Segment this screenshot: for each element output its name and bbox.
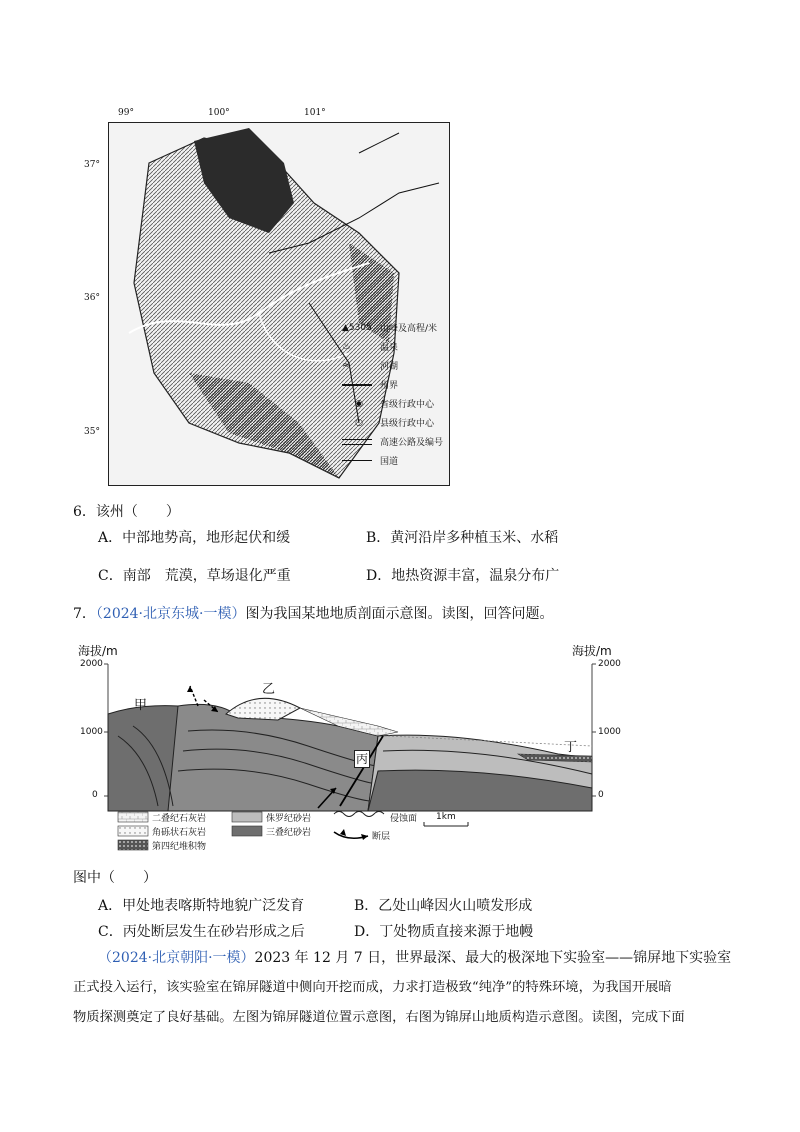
q6-option-d[interactable]: D．地热资源丰富，温泉分布广 <box>366 568 560 584</box>
q8-line-2: 正式投入运行，该实验室在锦屏隧道中侧向开挖而成，力求打造极致“纯净”的特殊环境，为我国开展暗 <box>73 980 672 995</box>
legend-row-lake: ≈ 河湖 <box>342 360 399 372</box>
map-tick-top-100: 100° <box>208 108 230 118</box>
legend-row-peak: ▲5305 山峰及高程/米 <box>342 322 438 334</box>
left-axis-label: 海拔/m <box>78 644 118 658</box>
q8-source[interactable]: （2024·北京朝阳·一模） <box>98 950 255 966</box>
q8-line-1 <box>98 948 731 968</box>
map-tick-top-101: 101° <box>304 108 326 118</box>
legend-scale: 1km <box>436 812 456 822</box>
label-yi: 乙 <box>262 682 276 697</box>
legend-fault: 断层 <box>372 832 391 842</box>
q6-option-a[interactable]: A．中部地势高，地形起伏和缓 <box>98 530 291 546</box>
left-tick-1000: 1000 <box>80 727 103 737</box>
legend-jurassic: 侏罗纪砂岩 <box>266 814 312 824</box>
q8-text-1: 2023 年 12 月 7 日，世界最深、最大的极深地下实验室——锦屏地下实验室 <box>254 950 732 966</box>
legend-row-hot-spring: ♨ 温泉 <box>342 341 399 353</box>
right-axis-label: 海拔/m <box>572 644 612 658</box>
county-seat-icon: ○ <box>355 417 363 428</box>
legend-row-province-capital: ◉ 省级行政中心 <box>342 394 452 413</box>
right-tick-1000: 1000 <box>598 727 621 737</box>
q7-option-d[interactable]: D．丁处物质直接来源于地幔 <box>354 924 534 940</box>
expressway-icon <box>342 439 372 445</box>
legend-breccia: 角砾状石灰岩 <box>152 828 207 838</box>
breccia-hill <box>226 698 300 720</box>
q6-option-b[interactable]: B．黄河沿岸多种植玉米、水稻 <box>366 530 559 546</box>
q6-option-c[interactable]: C．南部 荒漠，草场退化严重 <box>98 568 291 584</box>
road-3 <box>359 133 399 153</box>
q7-option-b[interactable]: B．乙处山峰因火山喷发形成 <box>354 898 533 914</box>
q7-number: 7． <box>73 606 96 622</box>
q7-option-c[interactable]: C．丙处断层发生在砂岩形成之后 <box>98 924 305 940</box>
q7-text: 图为我国某地地质剖面示意图。读图，回答问题。 <box>245 606 554 622</box>
left-tick-2000: 2000 <box>80 659 103 669</box>
legend-row-county-seat: ○ 县级行政中心 <box>342 413 452 432</box>
map-tick-left-36: 36° <box>84 293 100 303</box>
left-tick-0: 0 <box>92 790 98 800</box>
label-jia: 甲 <box>134 698 148 713</box>
map-tick-left-37: 37° <box>84 160 100 170</box>
state-border-icon <box>342 384 372 386</box>
lake-icon: ≈ <box>342 360 351 371</box>
q8-line-3: 物质探测奠定了良好基础。左图为锦屏隧道位置示意图，右图为锦屏山地质构造示意图。读图，完成下面 <box>73 1010 685 1025</box>
legend-permian: 二叠纪石灰岩 <box>152 814 207 824</box>
label-ding: 丁 <box>564 740 578 755</box>
peak-icon: ▲5305 <box>342 322 372 333</box>
q6-stem: 6．该州（ ） <box>73 504 180 520</box>
q7-option-a[interactable]: A．甲处地表喀斯特地貌广泛发育 <box>98 898 305 914</box>
map-tick-top-99: 99° <box>118 108 134 118</box>
province-capital-icon: ◉ <box>355 398 363 409</box>
map-legend <box>342 318 452 470</box>
legend-row-expressway: 高速公路及编号 <box>342 432 452 451</box>
legend-quaternary: 第四纪堆积物 <box>152 842 207 852</box>
legend-row-state-border: 州界 <box>342 375 452 394</box>
right-tick-2000: 2000 <box>598 659 621 669</box>
legend-erosion: 侵蚀面 <box>390 814 418 824</box>
label-bing: 丙 <box>356 752 369 766</box>
q7-stem: 图中（ ） <box>73 870 157 886</box>
right-tick-0: 0 <box>598 790 604 800</box>
national-road-icon <box>342 460 372 461</box>
q7-source[interactable]: （2024·北京东城·一模） <box>95 606 246 622</box>
hot-spring-icon: ♨ <box>342 341 351 352</box>
legend-row-national-road: 国道 <box>342 451 452 470</box>
legend-triassic: 三叠纪砂岩 <box>266 828 312 838</box>
q7-header <box>73 604 553 624</box>
geologic-section <box>78 636 630 858</box>
map-tick-left-35: 35° <box>84 427 100 437</box>
